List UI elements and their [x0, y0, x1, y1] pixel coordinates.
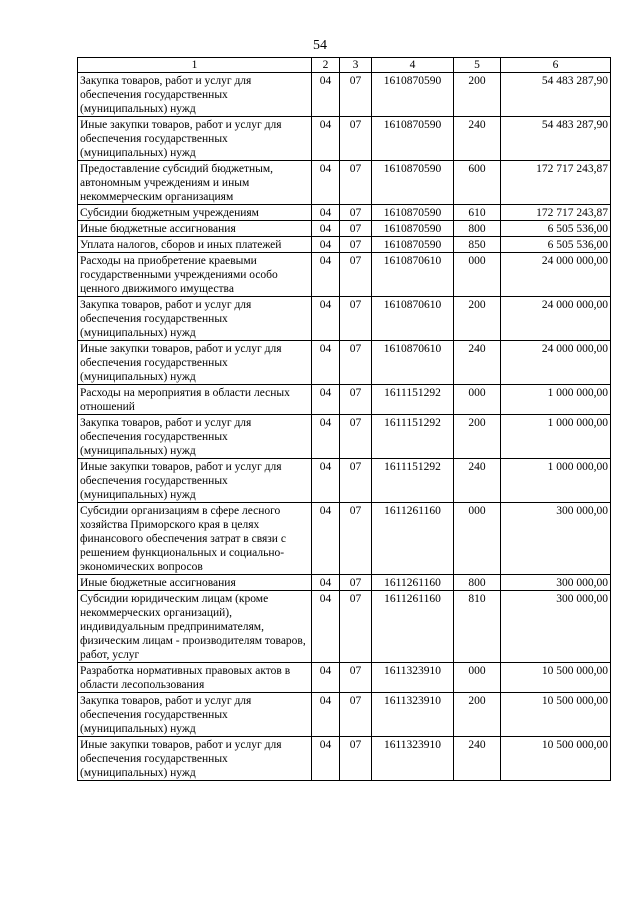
table-row	[78, 737, 611, 781]
table-row	[78, 237, 611, 253]
page-number: 54	[313, 38, 327, 53]
row-expense-type: 800	[454, 575, 501, 591]
table-row	[78, 663, 611, 693]
row-expense-type: 000	[454, 253, 501, 297]
row-expense-type: 800	[454, 221, 501, 237]
row-target-article: 1610870590	[372, 205, 454, 221]
row-subsection-code: 07	[340, 575, 372, 591]
budget-table	[77, 57, 611, 781]
row-subsection-code: 07	[340, 237, 372, 253]
row-section-code: 04	[312, 73, 340, 117]
row-subsection-code: 07	[340, 297, 372, 341]
table-row	[78, 575, 611, 591]
row-subsection-code: 07	[340, 253, 372, 297]
row-target-article: 1611261160	[372, 575, 454, 591]
row-target-article: 1611151292	[372, 459, 454, 503]
row-target-article: 1610870610	[372, 253, 454, 297]
row-amount: 10 500 000,00	[501, 737, 611, 781]
row-subsection-code: 07	[340, 221, 372, 237]
row-target-article: 1611323910	[372, 693, 454, 737]
row-section-code: 04	[312, 385, 340, 415]
row-subsection-code: 07	[340, 205, 372, 221]
row-expense-type: 850	[454, 237, 501, 253]
table-row	[78, 693, 611, 737]
table-row	[78, 385, 611, 415]
row-name: Закупка товаров, работ и услуг для обеспечения государственных (муниципальных) нужд	[78, 693, 312, 737]
row-amount: 24 000 000,00	[501, 341, 611, 385]
row-target-article: 1611151292	[372, 385, 454, 415]
row-expense-type: 200	[454, 693, 501, 737]
row-name: Разработка нормативных правовых актов в области лесопользования	[78, 663, 312, 693]
row-section-code: 04	[312, 591, 340, 663]
row-subsection-code: 07	[340, 503, 372, 575]
row-section-code: 04	[312, 503, 340, 575]
row-expense-type: 240	[454, 737, 501, 781]
row-name: Расходы на приобретение краевыми государственными учреждениями особо ценного движимого имущества	[78, 253, 312, 297]
row-subsection-code: 07	[340, 161, 372, 205]
row-expense-type: 240	[454, 117, 501, 161]
row-name: Предоставление субсидий бюджетным, автономным учреждениям и иным некоммерческим организациям	[78, 161, 312, 205]
row-name: Закупка товаров, работ и услуг для обеспечения государственных (муниципальных) нужд	[78, 415, 312, 459]
row-target-article: 1611261160	[372, 591, 454, 663]
table-row	[78, 73, 611, 117]
column-header: 2	[312, 58, 340, 73]
row-amount: 300 000,00	[501, 575, 611, 591]
row-name: Иные закупки товаров, работ и услуг для обеспечения государственных (муниципальных) нужд	[78, 737, 312, 781]
row-amount: 24 000 000,00	[501, 253, 611, 297]
row-expense-type: 000	[454, 385, 501, 415]
table-row	[78, 459, 611, 503]
table-row	[78, 341, 611, 385]
row-expense-type: 240	[454, 459, 501, 503]
row-expense-type: 200	[454, 297, 501, 341]
row-target-article: 1610870590	[372, 161, 454, 205]
row-amount: 172 717 243,87	[501, 161, 611, 205]
row-section-code: 04	[312, 161, 340, 205]
row-target-article: 1610870610	[372, 297, 454, 341]
row-amount: 24 000 000,00	[501, 297, 611, 341]
row-subsection-code: 07	[340, 341, 372, 385]
row-amount: 172 717 243,87	[501, 205, 611, 221]
table-row	[78, 161, 611, 205]
table-body	[78, 73, 611, 781]
row-subsection-code: 07	[340, 117, 372, 161]
row-target-article: 1611151292	[372, 415, 454, 459]
row-name: Субсидии бюджетным учреждениям	[78, 205, 312, 221]
row-target-article: 1610870590	[372, 73, 454, 117]
column-header: 1	[78, 58, 312, 73]
row-section-code: 04	[312, 341, 340, 385]
row-amount: 1 000 000,00	[501, 459, 611, 503]
row-section-code: 04	[312, 459, 340, 503]
row-target-article: 1610870610	[372, 341, 454, 385]
row-expense-type: 810	[454, 591, 501, 663]
column-header: 3	[340, 58, 372, 73]
row-subsection-code: 07	[340, 73, 372, 117]
row-subsection-code: 07	[340, 693, 372, 737]
row-name: Субсидии юридическим лицам (кроме некоммерческих организаций), индивидуальным предпринимателям, физическим лицам - производителям товаров, работ, услуг	[78, 591, 312, 663]
row-subsection-code: 07	[340, 663, 372, 693]
row-expense-type: 200	[454, 73, 501, 117]
row-amount: 6 505 536,00	[501, 221, 611, 237]
row-section-code: 04	[312, 737, 340, 781]
row-section-code: 04	[312, 205, 340, 221]
table-row	[78, 117, 611, 161]
row-name: Субсидии организациям в сфере лесного хозяйства Приморского края в целях финансового обеспечения затрат в связи с решением функциональных и социально-экономических вопросов	[78, 503, 312, 575]
row-name: Иные закупки товаров, работ и услуг для обеспечения государственных (муниципальных) нужд	[78, 117, 312, 161]
column-header: 4	[372, 58, 454, 73]
row-section-code: 04	[312, 297, 340, 341]
row-amount: 300 000,00	[501, 503, 611, 575]
table-header-row	[78, 58, 611, 73]
row-amount: 54 483 287,90	[501, 117, 611, 161]
row-name: Иные бюджетные ассигнования	[78, 221, 312, 237]
row-amount: 10 500 000,00	[501, 663, 611, 693]
row-name: Закупка товаров, работ и услуг для обеспечения государственных (муниципальных) нужд	[78, 73, 312, 117]
column-header: 5	[454, 58, 501, 73]
row-expense-type: 000	[454, 663, 501, 693]
row-section-code: 04	[312, 415, 340, 459]
row-subsection-code: 07	[340, 591, 372, 663]
row-name: Расходы на мероприятия в области лесных отношений	[78, 385, 312, 415]
row-section-code: 04	[312, 117, 340, 161]
row-amount: 10 500 000,00	[501, 693, 611, 737]
row-target-article: 1610870590	[372, 237, 454, 253]
row-expense-type: 610	[454, 205, 501, 221]
row-section-code: 04	[312, 575, 340, 591]
row-name: Иные закупки товаров, работ и услуг для обеспечения государственных (муниципальных) нужд	[78, 341, 312, 385]
row-expense-type: 600	[454, 161, 501, 205]
table-row	[78, 591, 611, 663]
table-row	[78, 415, 611, 459]
table-row	[78, 205, 611, 221]
row-name: Иные бюджетные ассигнования	[78, 575, 312, 591]
row-expense-type: 240	[454, 341, 501, 385]
table-row	[78, 297, 611, 341]
row-subsection-code: 07	[340, 737, 372, 781]
row-target-article: 1611323910	[372, 663, 454, 693]
table-row	[78, 503, 611, 575]
row-section-code: 04	[312, 253, 340, 297]
row-name: Иные закупки товаров, работ и услуг для обеспечения государственных (муниципальных) нужд	[78, 459, 312, 503]
row-subsection-code: 07	[340, 459, 372, 503]
row-amount: 54 483 287,90	[501, 73, 611, 117]
row-section-code: 04	[312, 237, 340, 253]
row-section-code: 04	[312, 693, 340, 737]
table-row	[78, 253, 611, 297]
row-name: Уплата налогов, сборов и иных платежей	[78, 237, 312, 253]
row-section-code: 04	[312, 663, 340, 693]
row-amount: 1 000 000,00	[501, 415, 611, 459]
row-target-article: 1610870590	[372, 117, 454, 161]
row-amount: 6 505 536,00	[501, 237, 611, 253]
row-expense-type: 000	[454, 503, 501, 575]
row-subsection-code: 07	[340, 415, 372, 459]
row-amount: 1 000 000,00	[501, 385, 611, 415]
row-target-article: 1610870590	[372, 221, 454, 237]
row-target-article: 1611261160	[372, 503, 454, 575]
row-target-article: 1611323910	[372, 737, 454, 781]
column-header: 6	[501, 58, 611, 73]
row-section-code: 04	[312, 221, 340, 237]
row-amount: 300 000,00	[501, 591, 611, 663]
row-expense-type: 200	[454, 415, 501, 459]
table-row	[78, 221, 611, 237]
row-subsection-code: 07	[340, 385, 372, 415]
row-name: Закупка товаров, работ и услуг для обеспечения государственных (муниципальных) нужд	[78, 297, 312, 341]
